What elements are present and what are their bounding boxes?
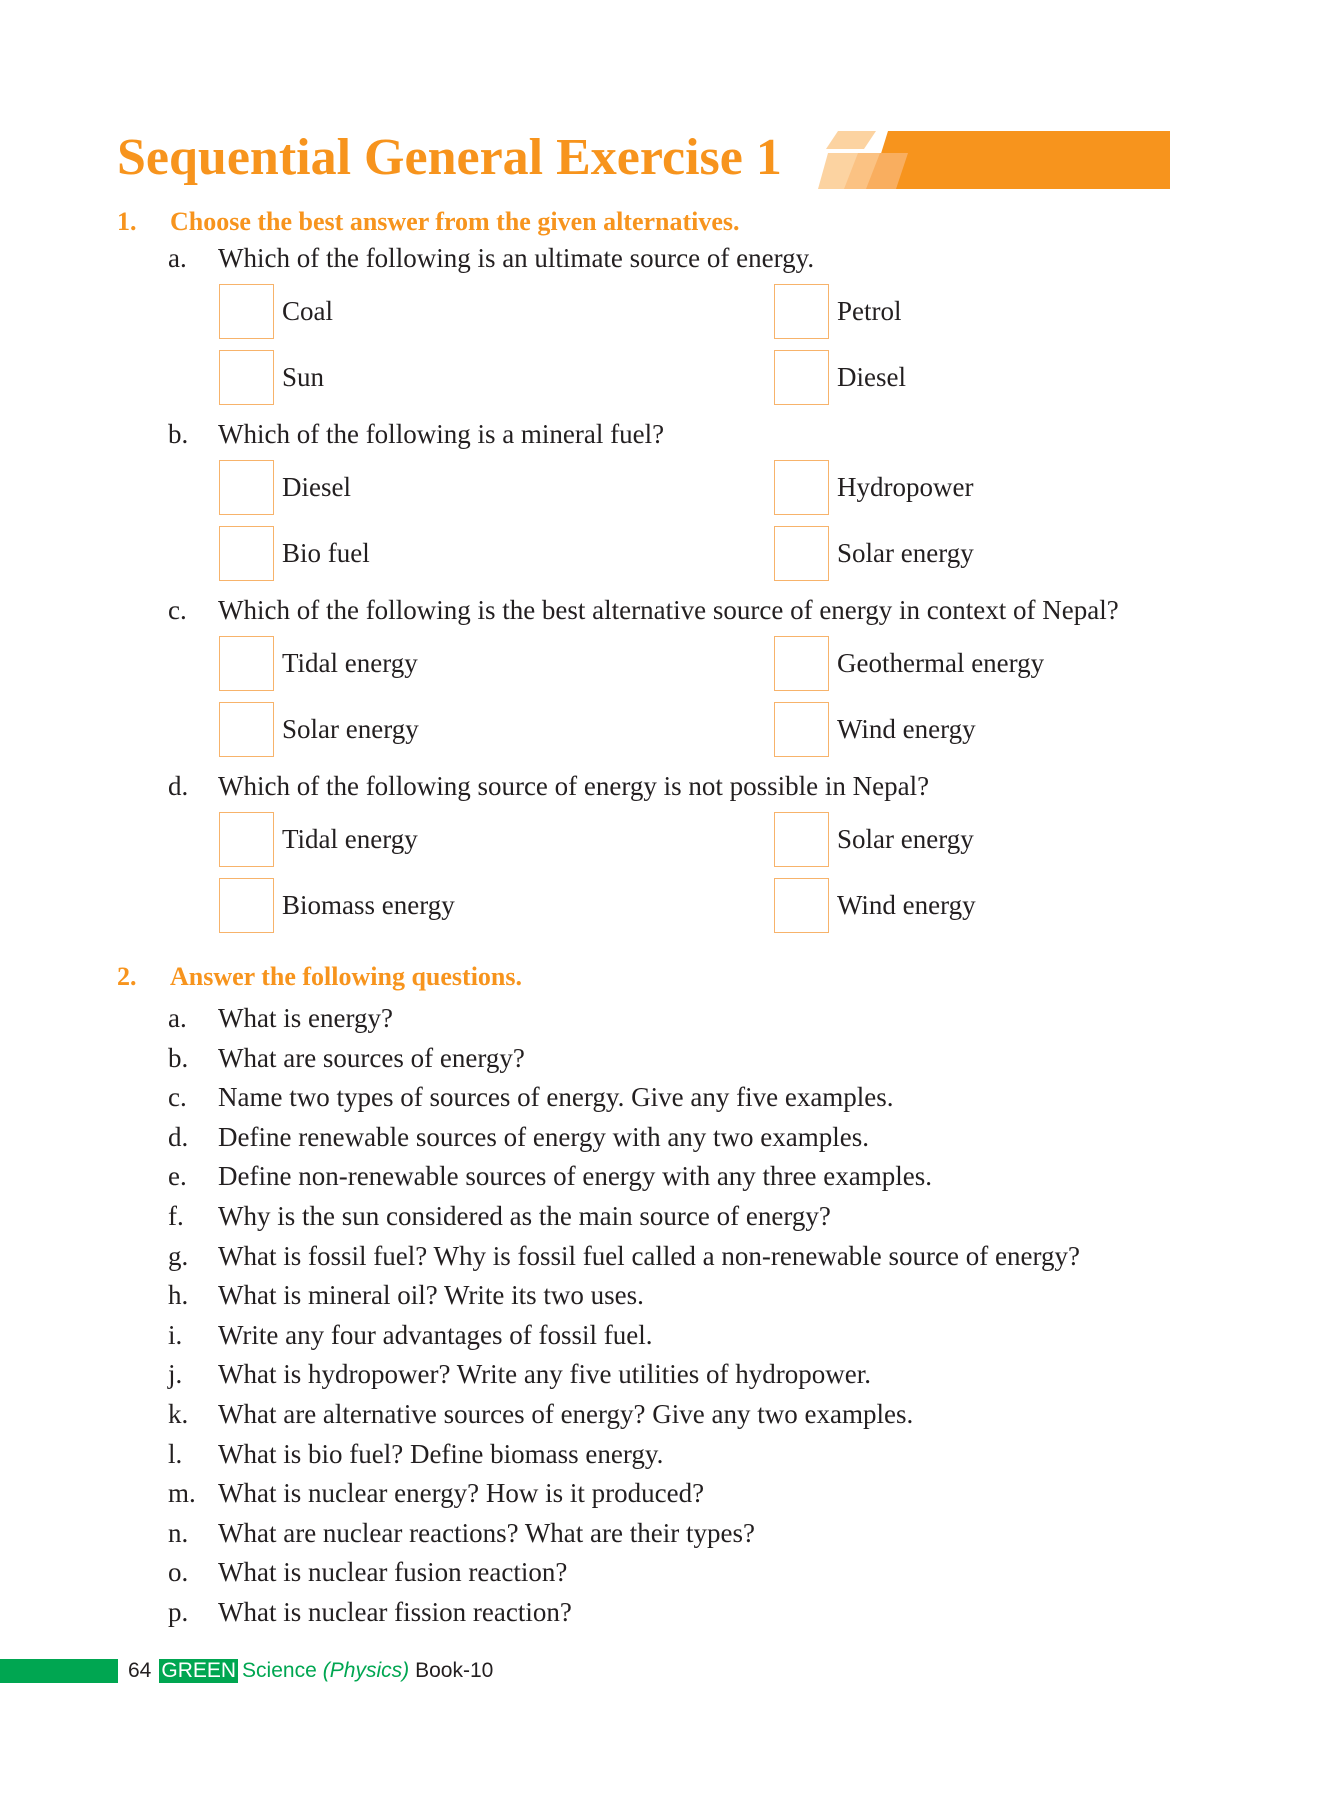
- question: [168, 590, 1268, 630]
- question-letter: a.: [168, 1003, 187, 1033]
- question-text: Why is the sun considered as the main source of energy?: [218, 1200, 831, 1231]
- footer-green-bar: [0, 1659, 118, 1683]
- short-question: [168, 1038, 1080, 1078]
- section-heading-text: Answer the following questions.: [170, 962, 523, 991]
- option-row: [168, 278, 1268, 344]
- answer-checkbox[interactable]: [774, 878, 829, 933]
- option-label: Geothermal energy: [837, 647, 1045, 678]
- title-banner-decoration: [818, 131, 1170, 189]
- section-1-heading: [117, 207, 740, 237]
- answer-checkbox[interactable]: [219, 526, 274, 581]
- answer-option[interactable]: [219, 344, 324, 410]
- question-letter: d.: [168, 771, 189, 801]
- short-question: [168, 1513, 1080, 1553]
- question-text: Define non-renewable sources of energy with any three examples.: [218, 1161, 932, 1192]
- question-text: What is fossil fuel? Why is fossil fuel called a non-renewable source of energy?: [218, 1240, 1080, 1271]
- question: [168, 414, 1268, 454]
- answer-option[interactable]: [774, 344, 906, 410]
- option-label: Petrol: [837, 295, 902, 326]
- answer-option[interactable]: [219, 696, 419, 762]
- answer-checkbox[interactable]: [219, 350, 274, 405]
- question: [168, 238, 1268, 278]
- option-row: [168, 806, 1268, 872]
- answer-checkbox[interactable]: [774, 284, 829, 339]
- section-number: 2.: [117, 962, 137, 991]
- question-letter: c.: [168, 1082, 187, 1113]
- answer-checkbox[interactable]: [774, 526, 829, 581]
- question-text: Name two types of sources of energy. Give any five examples.: [218, 1082, 894, 1113]
- question-text: Which of the following source of energy is not possible in Nepal?: [218, 771, 930, 801]
- question-letter: a.: [168, 243, 187, 273]
- section-2-heading: [117, 962, 522, 992]
- option-label: Diesel: [282, 471, 351, 502]
- option-label: Solar energy: [837, 537, 974, 568]
- option-label: Sun: [282, 361, 325, 392]
- option-row: [168, 520, 1268, 586]
- answer-option[interactable]: [774, 872, 976, 938]
- question-text: What are alternative sources of energy? Give any two examples.: [218, 1398, 914, 1429]
- question-text: Write any four advantages of fossil fuel.: [218, 1319, 653, 1350]
- option-label: Wind energy: [837, 889, 976, 920]
- answer-option[interactable]: [219, 806, 418, 872]
- answer-option[interactable]: [219, 630, 418, 696]
- book-title: Book-10: [415, 1659, 494, 1682]
- question-text: What is bio fuel? Define biomass energy.: [218, 1438, 664, 1469]
- option-label: Biomass energy: [282, 889, 455, 920]
- option-label: Tidal energy: [282, 823, 418, 854]
- answer-option[interactable]: [774, 630, 1044, 696]
- section-heading-text: Choose the best answer from the given alternatives.: [170, 207, 740, 236]
- brand-science: Science: [242, 1659, 317, 1682]
- section-number: 1.: [117, 207, 137, 236]
- question-letter: e.: [168, 1161, 187, 1192]
- option-label: Diesel: [837, 361, 906, 392]
- answer-checkbox[interactable]: [219, 284, 274, 339]
- question-letter: n.: [168, 1517, 189, 1548]
- short-question: [168, 1592, 1080, 1632]
- question-block: [168, 590, 1268, 762]
- answer-checkbox[interactable]: [219, 636, 274, 691]
- short-question-list: [168, 998, 1080, 1632]
- answer-checkbox[interactable]: [219, 460, 274, 515]
- option-label: Solar energy: [837, 823, 974, 854]
- short-question: [168, 998, 1080, 1038]
- question-text: What is mineral oil? Write its two uses.: [218, 1280, 644, 1311]
- short-question: [168, 1117, 1080, 1157]
- question-text: What is hydropower? Write any five utilities of hydropower.: [218, 1359, 871, 1390]
- question-text: What are sources of energy?: [218, 1042, 525, 1073]
- short-question: [168, 1434, 1080, 1474]
- question-text: Define renewable sources of energy with any two examples.: [218, 1121, 870, 1152]
- question-block: [168, 238, 1268, 410]
- question-block: [168, 414, 1268, 586]
- short-question: [168, 1196, 1080, 1236]
- option-row: [168, 344, 1268, 410]
- answer-checkbox[interactable]: [774, 460, 829, 515]
- question-letter: k.: [168, 1398, 189, 1429]
- option-row: [168, 872, 1268, 938]
- question-letter: g.: [168, 1240, 189, 1271]
- question-letter: b.: [168, 419, 189, 449]
- short-question: [168, 1473, 1080, 1513]
- book-subject: (Physics): [322, 1659, 410, 1682]
- question-letter: h.: [168, 1280, 189, 1311]
- question-letter: f.: [168, 1200, 184, 1231]
- answer-checkbox[interactable]: [219, 812, 274, 867]
- option-label: Tidal energy: [282, 647, 418, 678]
- question-letter: c.: [168, 595, 187, 625]
- option-row: [168, 630, 1268, 696]
- answer-checkbox[interactable]: [219, 702, 274, 757]
- question-letter: j.: [168, 1359, 183, 1390]
- question-letter: d.: [168, 1121, 189, 1152]
- page-footer: [0, 1656, 493, 1686]
- answer-checkbox[interactable]: [774, 702, 829, 757]
- short-question: [168, 1354, 1080, 1394]
- short-question: [168, 1552, 1080, 1592]
- page-number: 64: [128, 1659, 152, 1682]
- answer-option[interactable]: [774, 278, 902, 344]
- page-title: Sequential General Exercise 1: [117, 129, 782, 186]
- option-label: Coal: [282, 295, 333, 326]
- question: [168, 766, 1268, 806]
- short-question: [168, 1394, 1080, 1434]
- short-question: [168, 1315, 1080, 1355]
- question-text: What is nuclear fusion reaction?: [218, 1557, 568, 1588]
- option-row: [168, 696, 1268, 762]
- option-label: Bio fuel: [282, 537, 370, 568]
- question-text: Which of the following is the best alternative source of energy in context of Nepal?: [218, 595, 1119, 625]
- question-letter: l.: [168, 1438, 183, 1469]
- answer-option[interactable]: [219, 454, 351, 520]
- question-text: What is nuclear fission reaction?: [218, 1596, 572, 1627]
- question-text: What are nuclear reactions? What are their types?: [218, 1517, 755, 1548]
- option-label: Hydropower: [837, 471, 974, 502]
- short-question: [168, 1156, 1080, 1196]
- answer-checkbox[interactable]: [774, 636, 829, 691]
- option-row: [168, 454, 1268, 520]
- question-letter: p.: [168, 1596, 189, 1627]
- question-letter: i.: [168, 1319, 183, 1350]
- question-text: What is energy?: [218, 1003, 393, 1033]
- answer-option[interactable]: [774, 696, 976, 762]
- answer-option[interactable]: [219, 872, 455, 938]
- question-letter: o.: [168, 1557, 189, 1588]
- answer-option[interactable]: [774, 520, 974, 586]
- question-block: [168, 766, 1268, 938]
- answer-option[interactable]: [219, 278, 333, 344]
- short-question: [168, 1077, 1080, 1117]
- option-label: Solar energy: [282, 713, 419, 744]
- question-text: Which of the following is a mineral fuel?: [218, 419, 665, 449]
- answer-checkbox[interactable]: [774, 350, 829, 405]
- question-letter: m.: [168, 1478, 196, 1509]
- question-letter: b.: [168, 1042, 189, 1073]
- answer-option[interactable]: [219, 520, 370, 586]
- brand-green: GREEN: [161, 1659, 237, 1682]
- option-label: Wind energy: [837, 713, 976, 744]
- answer-option[interactable]: [774, 806, 974, 872]
- short-question: [168, 1236, 1080, 1276]
- question-text: Which of the following is an ultimate source of energy.: [218, 243, 815, 273]
- question-text: What is nuclear energy? How is it produced?: [218, 1478, 705, 1509]
- multiple-choice-list: [168, 238, 1268, 942]
- answer-checkbox[interactable]: [774, 812, 829, 867]
- answer-option[interactable]: [774, 454, 973, 520]
- answer-checkbox[interactable]: [219, 878, 274, 933]
- short-question: [168, 1275, 1080, 1315]
